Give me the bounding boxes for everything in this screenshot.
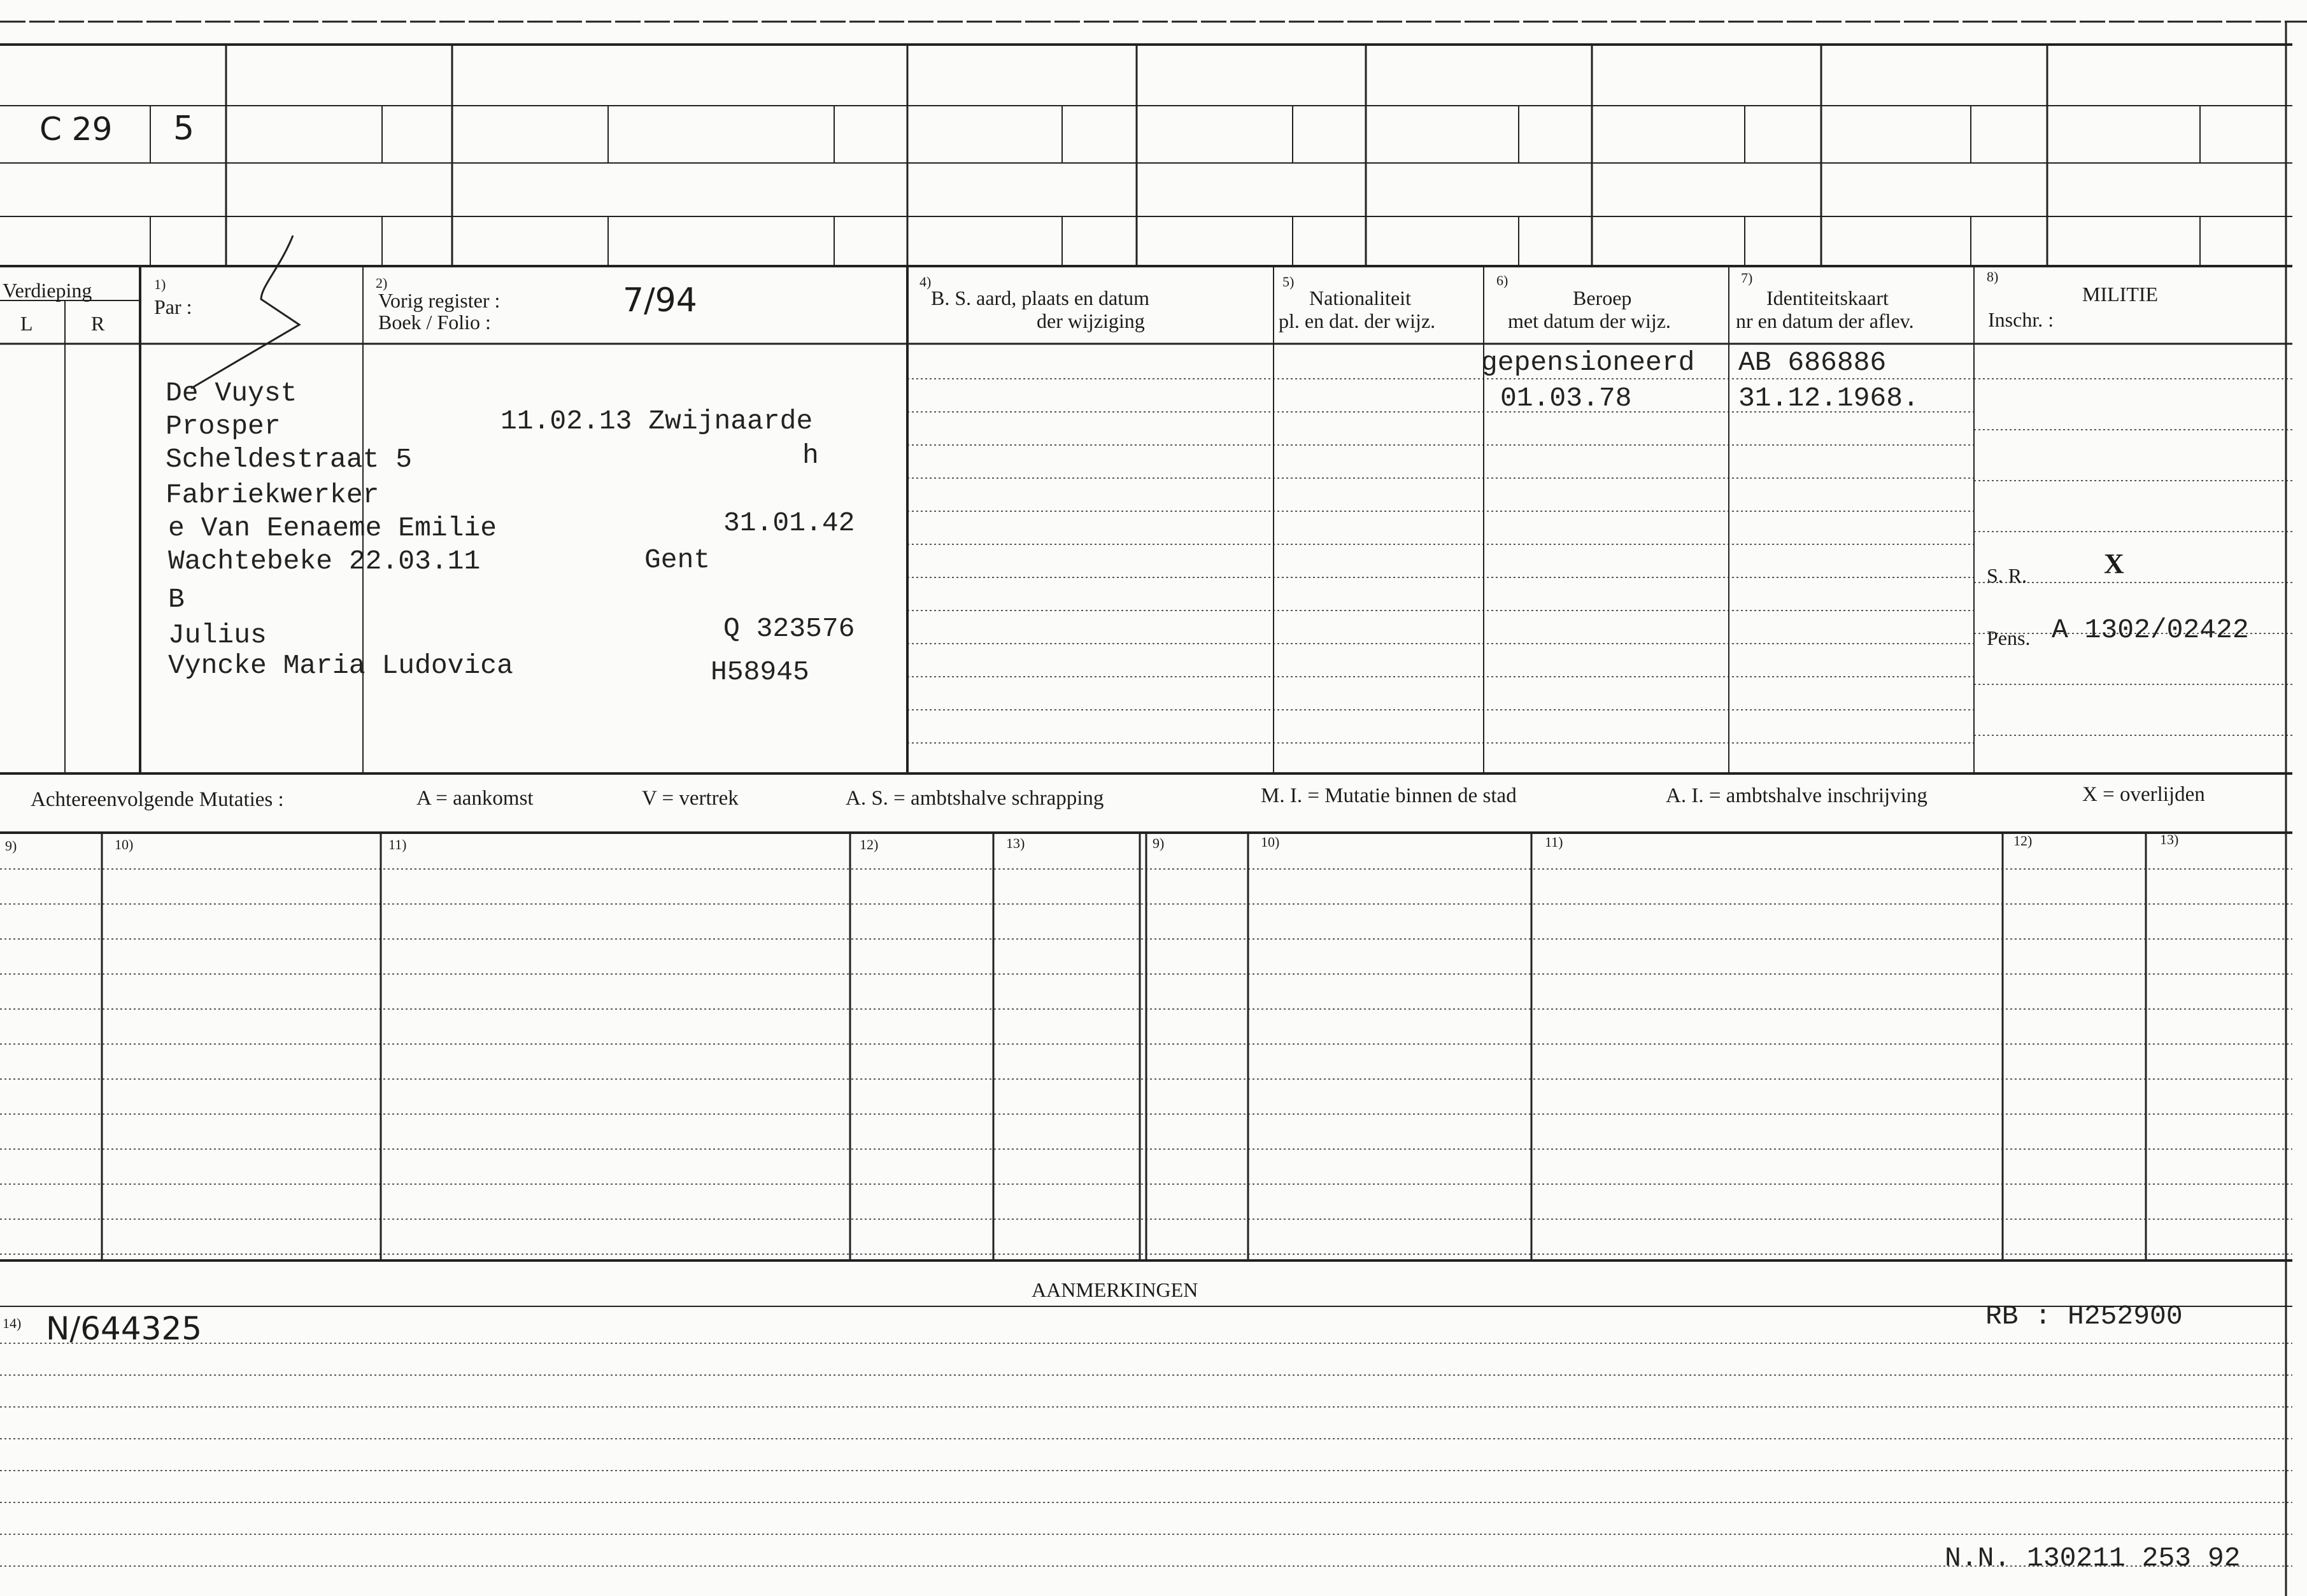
sr-value: X — [2104, 548, 2124, 579]
nationaliteit-sub-label: pl. en dat. der wijz. — [1279, 309, 1436, 332]
firstname: Prosper — [166, 411, 281, 442]
mut-col-left-11: 11) — [388, 837, 407, 852]
mother-number: H58945 — [711, 656, 809, 688]
militie-label: MILITIE — [2082, 283, 2159, 306]
field-1-number: 1) — [154, 276, 166, 292]
occupation: Fabriekwerker — [166, 479, 380, 511]
legend-overlijden: X = overlijden — [2082, 783, 2205, 806]
mut-col-left-12: 12) — [860, 837, 879, 852]
beroep-sub-label: met datum der wijz. — [1508, 309, 1671, 332]
remarks-value: N/644325 — [46, 1310, 202, 1347]
rb-number: RB : H252900 — [1985, 1301, 2183, 1332]
mother-name: Vyncke Maria Ludovica — [168, 650, 513, 681]
remarks-number: 14) — [3, 1315, 22, 1331]
street: Scheldestraat 5 — [166, 444, 413, 475]
b-mark: B — [168, 584, 185, 615]
mut-col-right-12: 12) — [2013, 833, 2033, 849]
birth-info: 11.02.13 Zwijnaarde — [500, 406, 813, 437]
par-label: Par : — [154, 295, 192, 318]
id-card-number: AB 686886 — [1738, 347, 1887, 378]
identiteitskaart-sub-label: nr en datum der aflev. — [1736, 309, 1914, 332]
mut-col-right-10: 10) — [1261, 834, 1280, 850]
identiteitskaart-label: Identiteitskaart — [1766, 286, 1889, 309]
mut-col-right-9: 9) — [1153, 835, 1165, 851]
mut-col-right-13: 13) — [2160, 831, 2179, 847]
mut-col-left-9: 9) — [5, 838, 17, 854]
vorig-register-value: 7/94 — [623, 281, 697, 320]
field-7-number: 7) — [1741, 270, 1753, 286]
legend-mutatie-binnen: M. I. = Mutatie binnen de stad — [1261, 784, 1517, 807]
verdieping-l: L — [20, 312, 33, 335]
field-8-number: 8) — [1987, 269, 1999, 285]
mut-col-left-13: 13) — [1006, 835, 1025, 851]
marriage-place: Gent — [644, 544, 711, 576]
h-mark: h — [802, 440, 819, 471]
verdieping-r: R — [91, 312, 105, 335]
mut-col-right-11: 11) — [1545, 834, 1563, 850]
card-code: C 29 — [39, 111, 113, 148]
vorig-register-label: Vorig register : — [378, 289, 500, 312]
field-6-number: 6) — [1496, 272, 1508, 288]
pens-label: Pens. — [1987, 626, 2031, 649]
father-name: Julius — [168, 619, 267, 651]
legend-ambtshalve-inschrijving: A. I. = ambtshalve inschrijving — [1666, 784, 1927, 807]
verdieping-label: Verdieping — [3, 279, 92, 302]
mut-col-left-10: 10) — [115, 837, 134, 852]
beroep-value: gepensioneerd — [1481, 347, 1695, 378]
legend-ambtshalve-schrapping: A. S. = ambtshalve schrapping — [846, 787, 1104, 810]
nationaliteit-label: Nationaliteit — [1309, 286, 1411, 309]
field-5-number: 5) — [1282, 274, 1295, 290]
father-number: Q 323576 — [723, 613, 855, 644]
field-4-number: 4) — [919, 274, 932, 290]
bs-aard-label: B. S. aard, plaats en datum — [931, 286, 1150, 309]
id-card-date: 31.12.1968. — [1738, 383, 1919, 414]
legend-aankomst: A = aankomst — [416, 787, 534, 810]
spouse-birth: Wachtebeke 22.03.11 — [168, 546, 481, 577]
pens-value: A 1302/02422 — [2052, 614, 2249, 646]
boek-folio-label: Boek / Folio : — [378, 311, 491, 334]
field-2-number: 2) — [376, 275, 388, 291]
pen-stroke — [185, 229, 312, 395]
marriage-date: 31.01.42 — [723, 507, 855, 539]
bs-wijziging-label: der wijziging — [1037, 309, 1145, 332]
sr-label: S. R. — [1987, 564, 2027, 587]
beroep-date: 01.03.78 — [1500, 383, 1632, 414]
legend-title: Achtereenvolgende Mutaties : — [31, 788, 284, 811]
card-sub-code: 5 — [173, 109, 195, 148]
legend-vertrek: V = vertrek — [642, 787, 739, 810]
beroep-label: Beroep — [1573, 286, 1632, 309]
spouse: e Van Eenaeme Emilie — [168, 512, 497, 544]
nn-number: N.N. 130211 253 92 — [1945, 1543, 2241, 1574]
inschr-label: Inschr. : — [1988, 308, 2054, 331]
aanmerkingen-title: AANMERKINGEN — [1032, 1278, 1198, 1301]
surname: De Vuyst — [166, 378, 297, 409]
